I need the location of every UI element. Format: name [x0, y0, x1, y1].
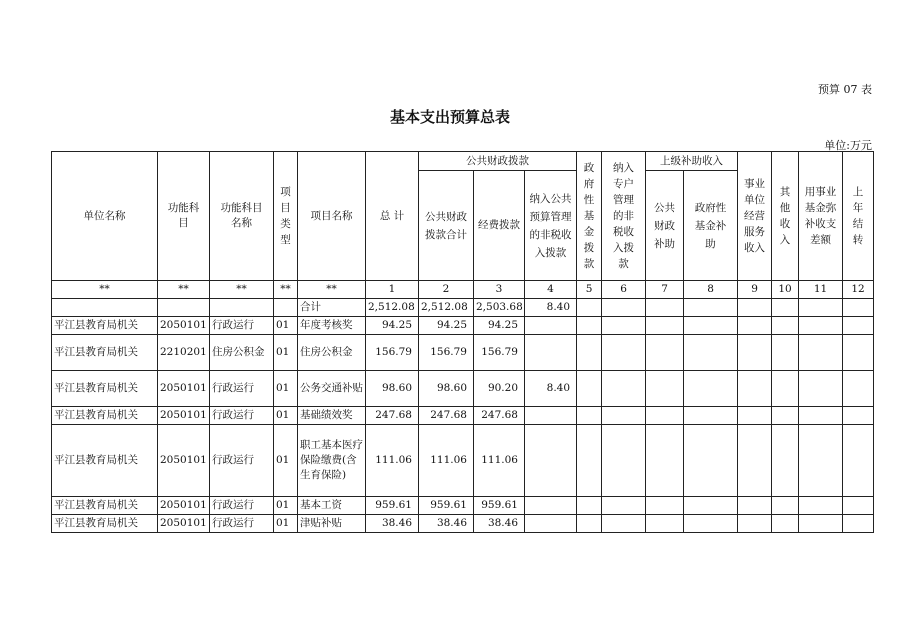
empty-cell	[738, 335, 772, 371]
budget-table	[51, 151, 874, 533]
header-other-income: 其他收入	[772, 152, 799, 281]
total-cell: 959.61	[366, 497, 419, 515]
header-total: 总 计	[366, 152, 419, 281]
empty-cell	[602, 515, 646, 533]
pf-total-cell: 38.46	[419, 515, 474, 533]
empty-cell	[602, 335, 646, 371]
total-cell: 111.06	[366, 425, 419, 497]
empty-cell	[843, 425, 874, 497]
pf-total-cell: 98.60	[419, 371, 474, 407]
empty-cell	[602, 371, 646, 407]
func-name-cell: 行政运行	[210, 407, 274, 425]
empty-cell	[772, 299, 799, 317]
table-row	[52, 497, 874, 515]
empty-cell	[577, 335, 602, 371]
empty-cell	[843, 299, 874, 317]
empty-cell	[684, 299, 738, 317]
pf-expense-cell: 959.61	[474, 497, 525, 515]
empty-cell	[772, 371, 799, 407]
pf-total-cell: 959.61	[419, 497, 474, 515]
pf-expense-cell: 94.25	[474, 317, 525, 335]
pf-nontax-cell: 8.40	[525, 299, 577, 317]
page-title: 基本支出预算总表	[389, 108, 510, 126]
pf-nontax-cell: 8.40	[525, 371, 577, 407]
empty-cell	[738, 515, 772, 533]
empty-cell	[602, 317, 646, 335]
pf-total-cell: 247.68	[419, 407, 474, 425]
func-name-cell	[210, 299, 274, 317]
func-name-cell: 行政运行	[210, 497, 274, 515]
header-carry-over: 上年结转	[843, 152, 874, 281]
empty-cell	[843, 407, 874, 425]
table-row-total	[52, 299, 874, 317]
empty-cell	[577, 407, 602, 425]
index-cell: 3	[474, 281, 525, 299]
index-cell: **	[298, 281, 366, 299]
index-cell: 1	[366, 281, 419, 299]
pf-nontax-cell	[525, 335, 577, 371]
index-cell: 7	[646, 281, 684, 299]
index-cell: 8	[684, 281, 738, 299]
pf-total-cell: 111.06	[419, 425, 474, 497]
table-row	[52, 407, 874, 425]
unit-name-cell: 平江县教育局机关	[52, 335, 158, 371]
func-code-cell	[158, 299, 210, 317]
pf-expense-cell: 38.46	[474, 515, 525, 533]
empty-cell	[738, 299, 772, 317]
pf-total-cell: 2,512.08	[419, 299, 474, 317]
index-cell: 5	[577, 281, 602, 299]
func-name-cell: 行政运行	[210, 317, 274, 335]
func-code-cell: 2050101	[158, 425, 210, 497]
header-fund-make-up: 用事业基金弥补收支差额	[799, 152, 843, 281]
item-type-cell: 01	[274, 497, 298, 515]
empty-cell	[772, 317, 799, 335]
header-func-name: 功能科目名称	[210, 152, 274, 281]
item-type-cell: 01	[274, 335, 298, 371]
index-cell: **	[52, 281, 158, 299]
header-item-name: 项目名称	[298, 152, 366, 281]
empty-cell	[799, 497, 843, 515]
header-sup-gov-fund: 政府性基金补助	[684, 171, 738, 281]
item-type-cell: 01	[274, 515, 298, 533]
pf-expense-cell: 2,503.68	[474, 299, 525, 317]
header-pf-nontax: 纳入公共预算管理的非税收入拨款	[525, 171, 577, 281]
func-name-cell: 住房公积金	[210, 335, 274, 371]
empty-cell	[843, 335, 874, 371]
pf-nontax-cell	[525, 317, 577, 335]
total-cell: 2,512.08	[366, 299, 419, 317]
empty-cell	[799, 407, 843, 425]
empty-cell	[646, 335, 684, 371]
func-code-cell: 2050101	[158, 317, 210, 335]
empty-cell	[684, 515, 738, 533]
header-special-nontax: 纳入专户管理的非税收入拨款	[602, 152, 646, 281]
empty-cell	[799, 371, 843, 407]
empty-cell	[577, 515, 602, 533]
item-name-cell: 住房公积金	[298, 335, 366, 371]
empty-cell	[577, 425, 602, 497]
item-name-cell: 津贴补贴	[298, 515, 366, 533]
empty-cell	[684, 497, 738, 515]
empty-cell	[684, 317, 738, 335]
index-cell: 6	[602, 281, 646, 299]
empty-cell	[738, 317, 772, 335]
func-code-cell: 2050101	[158, 497, 210, 515]
total-cell: 247.68	[366, 407, 419, 425]
item-name-cell: 基础绩效奖	[298, 407, 366, 425]
item-type-cell: 01	[274, 317, 298, 335]
empty-cell	[577, 317, 602, 335]
empty-cell	[646, 371, 684, 407]
empty-cell	[602, 497, 646, 515]
unit-name-cell: 平江县教育局机关	[52, 317, 158, 335]
empty-cell	[577, 299, 602, 317]
index-cell: **	[158, 281, 210, 299]
empty-cell	[799, 299, 843, 317]
pf-nontax-cell	[525, 497, 577, 515]
unit-name-cell: 平江县教育局机关	[52, 497, 158, 515]
total-cell: 38.46	[366, 515, 419, 533]
pf-expense-cell: 111.06	[474, 425, 525, 497]
form-number: 预算 07 表	[818, 83, 872, 96]
index-cell: **	[210, 281, 274, 299]
func-code-cell: 2050101	[158, 515, 210, 533]
empty-cell	[646, 317, 684, 335]
empty-cell	[577, 497, 602, 515]
pf-total-cell: 94.25	[419, 317, 474, 335]
unit-label: 单位:万元	[824, 139, 872, 152]
empty-cell	[738, 497, 772, 515]
item-name-cell: 年度考核奖	[298, 317, 366, 335]
empty-cell	[772, 407, 799, 425]
table-row	[52, 335, 874, 371]
empty-cell	[602, 299, 646, 317]
pf-expense-cell: 156.79	[474, 335, 525, 371]
unit-name-cell	[52, 299, 158, 317]
empty-cell	[577, 371, 602, 407]
table-row	[52, 371, 874, 407]
empty-cell	[772, 425, 799, 497]
empty-cell	[646, 407, 684, 425]
empty-cell	[772, 497, 799, 515]
table-row	[52, 425, 874, 497]
pf-expense-cell: 247.68	[474, 407, 525, 425]
empty-cell	[799, 335, 843, 371]
empty-cell	[799, 515, 843, 533]
index-cell: 4	[525, 281, 577, 299]
index-cell: 11	[799, 281, 843, 299]
func-code-cell: 2210201	[158, 335, 210, 371]
func-code-cell: 2050101	[158, 407, 210, 425]
empty-cell	[646, 425, 684, 497]
total-cell: 156.79	[366, 335, 419, 371]
header-business-income: 事业单位经营服务收入	[738, 152, 772, 281]
item-type-cell: 01	[274, 407, 298, 425]
unit-name-cell: 平江县教育局机关	[52, 515, 158, 533]
func-name-cell: 行政运行	[210, 371, 274, 407]
empty-cell	[684, 371, 738, 407]
empty-cell	[646, 497, 684, 515]
empty-cell	[772, 515, 799, 533]
index-cell: **	[274, 281, 298, 299]
item-type-cell: 01	[274, 425, 298, 497]
unit-name-cell: 平江县教育局机关	[52, 425, 158, 497]
header-pf-expense: 经费拨款	[474, 171, 525, 281]
index-cell: 2	[419, 281, 474, 299]
pf-nontax-cell	[525, 515, 577, 533]
item-name-cell: 公务交通补贴	[298, 371, 366, 407]
index-cell: 9	[738, 281, 772, 299]
func-name-cell: 行政运行	[210, 425, 274, 497]
empty-cell	[843, 515, 874, 533]
total-cell: 98.60	[366, 371, 419, 407]
empty-cell	[684, 407, 738, 425]
empty-cell	[772, 335, 799, 371]
empty-cell	[738, 407, 772, 425]
table-row	[52, 317, 874, 335]
index-cell: 10	[772, 281, 799, 299]
index-cell: 12	[843, 281, 874, 299]
table-row	[52, 515, 874, 533]
unit-name-cell: 平江县教育局机关	[52, 371, 158, 407]
header-func-code: 功能科目	[158, 152, 210, 281]
empty-cell	[799, 317, 843, 335]
empty-cell	[843, 497, 874, 515]
empty-cell	[843, 317, 874, 335]
header-unit-name: 单位名称	[52, 152, 158, 281]
item-type-cell: 01	[274, 371, 298, 407]
item-name-cell: 职工基本医疗保险缴费(含生育保险)	[298, 425, 366, 497]
header-public-finance: 公共财政拨款	[419, 152, 577, 171]
empty-cell	[799, 425, 843, 497]
empty-cell	[738, 371, 772, 407]
empty-cell	[738, 425, 772, 497]
pf-nontax-cell	[525, 407, 577, 425]
header-item-type: 项目类型	[274, 152, 298, 281]
pf-total-cell: 156.79	[419, 335, 474, 371]
item-name-cell: 合计	[298, 299, 366, 317]
header-sup-public: 公共财政补助	[646, 171, 684, 281]
pf-expense-cell: 90.20	[474, 371, 525, 407]
empty-cell	[646, 515, 684, 533]
unit-name-cell: 平江县教育局机关	[52, 407, 158, 425]
header-superior: 上级补助收入	[646, 152, 738, 171]
empty-cell	[602, 407, 646, 425]
item-type-cell	[274, 299, 298, 317]
empty-cell	[684, 335, 738, 371]
pf-nontax-cell	[525, 425, 577, 497]
total-cell: 94.25	[366, 317, 419, 335]
func-name-cell: 行政运行	[210, 515, 274, 533]
index-row	[52, 281, 874, 299]
empty-cell	[684, 425, 738, 497]
header-pf-total: 公共财政拨款合计	[419, 171, 474, 281]
empty-cell	[843, 371, 874, 407]
header-gov-fund: 政府性基金拨款	[577, 152, 602, 281]
func-code-cell: 2050101	[158, 371, 210, 407]
empty-cell	[602, 425, 646, 497]
empty-cell	[646, 299, 684, 317]
item-name-cell: 基本工资	[298, 497, 366, 515]
